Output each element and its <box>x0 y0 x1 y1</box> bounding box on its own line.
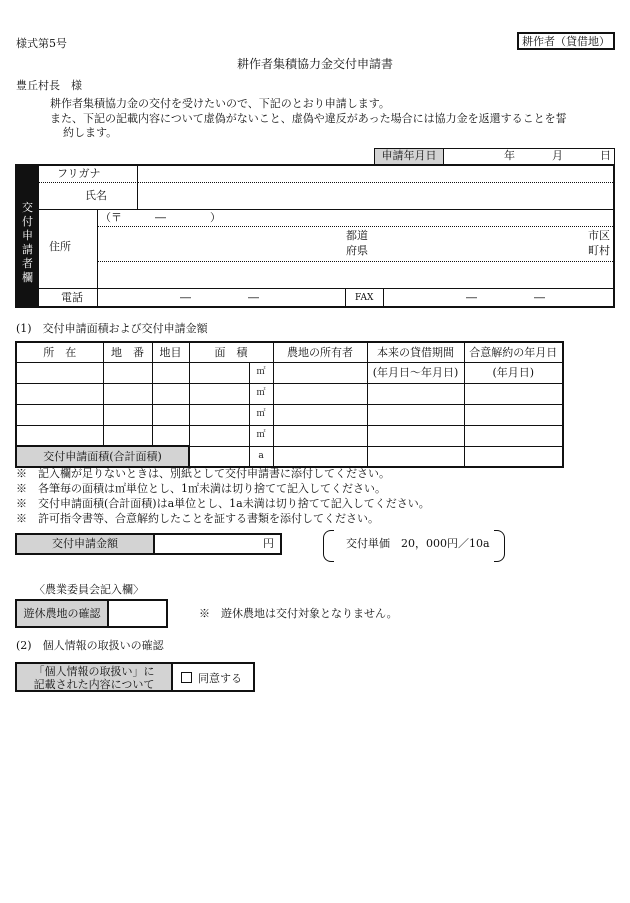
furigana-label-cell <box>39 166 138 183</box>
cell-owner[interactable] <box>273 404 367 425</box>
cell-location[interactable] <box>16 404 103 425</box>
table-row <box>16 362 563 383</box>
note-1: ※ 記入欄が足りないときは、別紙として交付申請書に添付してください。 <box>16 467 390 480</box>
table-total-row <box>16 446 563 467</box>
phone-dash: ― <box>248 291 259 304</box>
phone-label: 電話 <box>61 291 83 304</box>
name-label-cell <box>39 183 138 210</box>
cell-category[interactable] <box>152 362 189 383</box>
day-label: 日 <box>600 149 611 162</box>
idle-land-label: 遊休農地の確認 <box>23 607 101 620</box>
applicant-section <box>15 164 615 308</box>
side-char: 者 <box>22 257 33 270</box>
note-2: ※ 各筆毎の面積は㎡単位とし、1㎡未満は切り捨てて記入してください。 <box>16 482 386 495</box>
role-badge: 耕作者（貸借地） <box>517 32 615 50</box>
phone-label-cell <box>39 289 98 306</box>
unit-m2: ㎡ <box>249 404 273 425</box>
note-4: ※ 許可指令書等、合意解約したことを証する書類を添付してください。 <box>16 512 379 525</box>
cell-category[interactable] <box>152 404 189 425</box>
cell-category[interactable] <box>152 425 189 446</box>
amount-label-cell <box>15 533 155 555</box>
address-field[interactable] <box>98 227 613 262</box>
fax-label: FAX <box>355 293 374 303</box>
postal-field[interactable] <box>98 210 613 227</box>
lease-period-hint[interactable]: (年月日～年月日) <box>367 362 464 383</box>
privacy-label-cell <box>15 662 173 692</box>
furigana-label: フリガナ <box>57 167 101 180</box>
cell-termination[interactable] <box>464 425 563 446</box>
col-owner: 農地の所有者 <box>273 342 367 362</box>
cell-termination[interactable] <box>464 383 563 404</box>
idle-land-field[interactable] <box>107 599 168 628</box>
intro-line-2: また、下記の記載内容について虚偽がないこと、虚偽や違反があった場合には協力金を返還することを誓 <box>50 112 567 125</box>
year-label: 年 <box>504 149 515 162</box>
address-label-cell <box>39 210 98 289</box>
cell-area[interactable] <box>189 383 249 404</box>
unit-price: 交付単価 20，000円／10a <box>346 537 490 550</box>
note-3: ※ 交付申請面積(合計面積)はa単位とし、1a未満は切り捨てて記入してください。 <box>16 497 430 510</box>
cell-lot[interactable] <box>103 425 152 446</box>
unit-m2: ㎡ <box>249 362 273 383</box>
addressee: 豊丘村長 様 <box>16 79 82 92</box>
intro-line-1: 耕作者集積協力金の交付を受けたいので、下記のとおり申請します。 <box>50 97 390 110</box>
left-bracket <box>323 530 334 562</box>
intro-line-3: 約します。 <box>63 126 118 139</box>
cell-lease-period[interactable] <box>367 404 464 425</box>
total-area-label: 交付申請面積(合計面積) <box>16 446 189 467</box>
unit-a: a <box>249 446 273 467</box>
total-area-field[interactable] <box>189 446 249 467</box>
amount-label: 交付申請金額 <box>52 537 118 550</box>
form-number: 様式第5号 <box>16 37 67 50</box>
col-location: 所 在 <box>16 342 103 362</box>
month-label: 月 <box>552 149 563 162</box>
col-lease-period: 本来の貸借期間 <box>367 342 464 362</box>
agree-checkbox[interactable] <box>181 672 192 683</box>
postal-code-label: （〒 ― ） <box>100 211 221 224</box>
idle-land-label-cell <box>15 599 109 628</box>
cell-lot[interactable] <box>103 362 152 383</box>
date-value-cell[interactable] <box>443 148 615 165</box>
table-row <box>16 404 563 425</box>
city-label-2: 町村 <box>588 244 610 257</box>
col-category: 地目 <box>152 342 189 362</box>
furigana-field[interactable] <box>137 166 613 183</box>
unit-m2: ㎡ <box>249 425 273 446</box>
fax-field[interactable] <box>384 289 613 306</box>
right-bracket <box>494 530 505 562</box>
phone-dash: ― <box>180 291 191 304</box>
phone-field[interactable] <box>98 289 346 306</box>
cell-lot[interactable] <box>103 383 152 404</box>
agree-label: 同意する <box>198 672 242 685</box>
committee-heading: 〈農業委員会記入欄〉 <box>34 583 144 596</box>
cell-owner[interactable] <box>273 362 367 383</box>
privacy-consent-cell[interactable] <box>171 662 255 692</box>
prefecture-label-1: 都道 <box>346 229 368 242</box>
section2-heading: (2) 個人情報の取扱いの確認 <box>16 639 164 652</box>
address-line-field[interactable] <box>98 262 613 289</box>
date-label-cell <box>374 148 444 165</box>
side-char: 申 <box>22 229 33 242</box>
cell-area[interactable] <box>189 425 249 446</box>
total-termination-cell <box>464 446 563 467</box>
address-label: 住所 <box>49 240 71 253</box>
name-label: 氏名 <box>85 189 107 202</box>
cell-category[interactable] <box>152 383 189 404</box>
area-table <box>15 341 564 468</box>
table-row <box>16 383 563 404</box>
amount-unit: 円 <box>263 537 274 550</box>
idle-land-note: ※ 遊休農地は交付対象となりません。 <box>199 607 398 620</box>
total-owner-cell <box>273 446 367 467</box>
name-field[interactable] <box>137 183 613 210</box>
cell-lot[interactable] <box>103 404 152 425</box>
cell-owner[interactable] <box>273 383 367 404</box>
cell-area[interactable] <box>189 404 249 425</box>
unit-m2: ㎡ <box>249 383 273 404</box>
termination-hint[interactable]: (年月日) <box>464 362 563 383</box>
side-char: 請 <box>22 243 33 256</box>
fax-dash: ― <box>466 291 477 304</box>
page-title: 耕作者集積協力金交付申請書 <box>236 57 393 71</box>
table-row <box>16 425 563 446</box>
cell-owner[interactable] <box>273 425 367 446</box>
col-termination: 合意解約の年月日 <box>464 342 563 362</box>
date-label: 申請年月日 <box>381 149 437 162</box>
cell-location[interactable] <box>16 425 103 446</box>
table-header-row <box>16 342 563 362</box>
side-char: 交 <box>22 201 33 214</box>
amount-field[interactable] <box>153 533 282 555</box>
prefecture-label-2: 府県 <box>346 244 368 257</box>
col-lot: 地 番 <box>103 342 152 362</box>
cell-termination[interactable] <box>464 404 563 425</box>
cell-lease-period[interactable] <box>367 425 464 446</box>
side-char: 付 <box>22 215 33 228</box>
col-area: 面 積 <box>189 342 273 362</box>
privacy-label-1: 「個人情報の取扱い」に <box>33 665 155 678</box>
cell-location[interactable] <box>16 383 103 404</box>
applicant-side-label <box>17 166 39 306</box>
city-label-1: 市区 <box>588 229 610 242</box>
fax-dash: ― <box>534 291 545 304</box>
side-char: 欄 <box>22 271 33 284</box>
cell-area[interactable] <box>189 362 249 383</box>
cell-location[interactable] <box>16 362 103 383</box>
total-lease-cell <box>367 446 464 467</box>
cell-lease-period[interactable] <box>367 383 464 404</box>
fax-label-cell <box>346 289 384 306</box>
section1-heading: (1) 交付申請面積および交付申請金額 <box>16 322 208 335</box>
privacy-label-2: 記載された内容について <box>33 678 155 691</box>
